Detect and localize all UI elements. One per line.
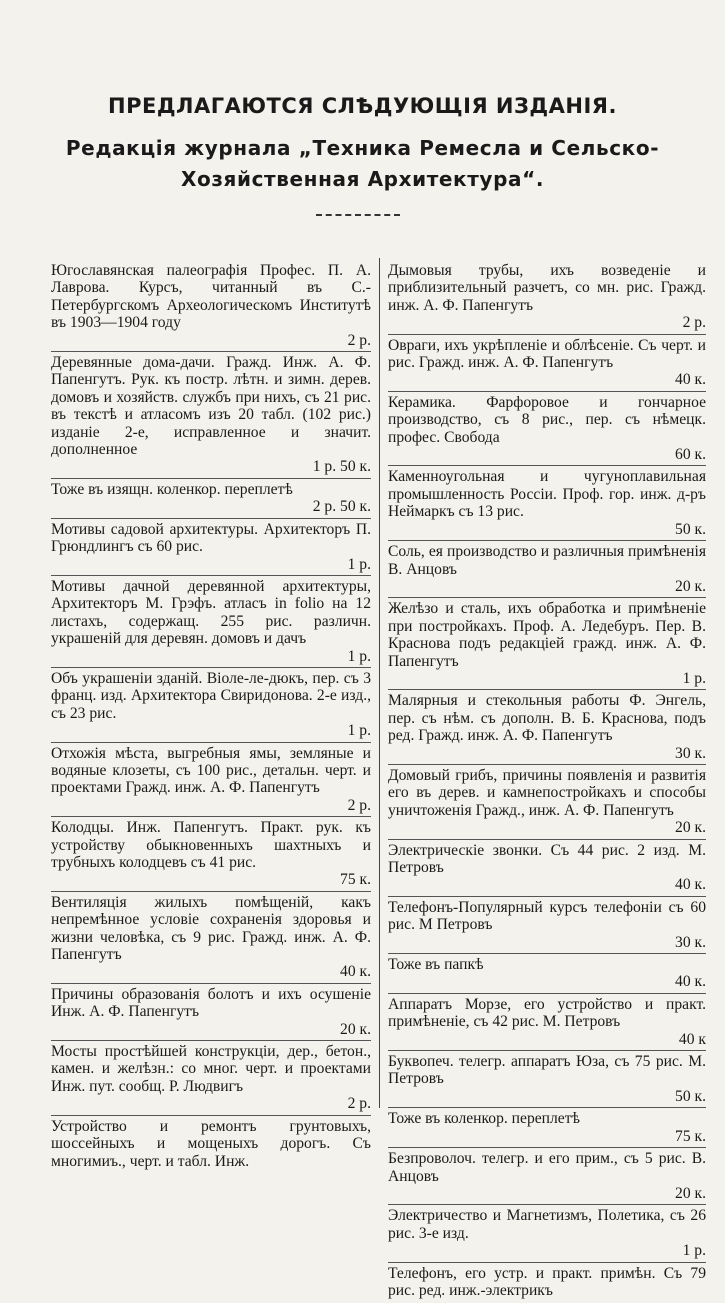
entry-price: 50 к. [675, 520, 706, 538]
catalog-entry [388, 262, 706, 335]
entry-text: Желѣзо и сталь, ихъ обработка и примѣненіе при постройкахъ. Проф. А. Ледебуръ. Пер. В. Краснова подъ редакціей гражд. инж. А. Ф. Папенгутъ [388, 600, 706, 670]
entry-price: 20 к. [340, 1020, 371, 1038]
subheading-line-2: Хозяйственная Архитектура“. [180, 167, 545, 191]
left-column [51, 262, 371, 1174]
entry-text: Безпроволоч. телегр. и его прим., съ 5 рис. В. Анцовъ [388, 1150, 706, 1185]
entry-price: 40 к. [675, 876, 706, 894]
entry-price: 20 к. [675, 819, 706, 837]
entry-text: Телефонъ-Популярный курсъ телефоніи съ 60 рис. М Петровъ [388, 898, 706, 934]
entry-price: 1 р. [347, 555, 371, 573]
catalog-entry [388, 996, 706, 1051]
catalog-entry [51, 670, 371, 743]
catalog-entry [51, 819, 371, 892]
catalog-entry [51, 354, 371, 479]
entry-price: 1 р. [347, 647, 371, 665]
catalog-entry [388, 394, 706, 467]
catalog-entry [388, 767, 706, 840]
catalog-entry [388, 1207, 706, 1262]
entry-text: Мосты простѣйшей конструкціи, дер., бетон., камен. и желѣзн.: со мног. черт. и проектами Инж. пут. сообщ. Р. Людвигъ [51, 1043, 371, 1095]
entry-text: Керамика. Фарфоровое и гончарное производство, съ 8 рис., пер. съ нѣмецк. профес. Свобода [388, 393, 706, 446]
entry-price: 50 к. [675, 1087, 706, 1105]
catalog-entry [388, 543, 706, 598]
entry-text: Овраги, ихъ укрѣпленіе и облѣсеніе. Съ черт. и рис. Гражд. инж. А. Ф. Папенгутъ [388, 336, 706, 372]
catalog-entry [388, 899, 706, 954]
entry-price: 2 р. 50 к. [312, 498, 371, 516]
entry-price: 75 к. [340, 871, 371, 889]
page-heading: ПРЕДЛАГАЮТСЯ СЛѢДУЮЩІЯ ИЗДАНІЯ. [108, 94, 617, 118]
entry-text: Каменноугольная и чугуноплавильная промышленность Россіи. Проф. гор. инж. д-ръ Неймаркъ съ 13 рис. [388, 468, 706, 521]
entry-price: 40 к [678, 1030, 706, 1048]
entry-text: Объ украшеніи зданій. Віоле-ле-дюкъ, пер. съ 3 франц. изд. Архитектора Свиридонова. 2-е изд., съ 23 рис. [51, 669, 371, 722]
entry-text: Вентиляція жилыхъ помѣщеній, какъ непремѣнное условіе сохраненія здоровья и жизни человѣка, съ 9 рис. Гражд. инж. А. Ф. Папенгутъ [51, 893, 371, 964]
entry-price: 1 р. [682, 669, 706, 687]
entry-text: Электрическіе звонки. Съ 44 рис. 2 изд. М. Петровъ [388, 841, 706, 876]
catalog-entry [388, 956, 706, 994]
entry-price: 40 к. [675, 973, 706, 991]
decorative-rule [316, 214, 400, 216]
entry-price: 2 р. [347, 796, 371, 814]
entry-text: Причины образованія болотъ и ихъ осушеніе Инж. А. Ф. Папенгутъ [51, 985, 371, 1021]
catalog-entry [51, 894, 371, 984]
entry-price: 20 к. [675, 1184, 706, 1202]
entry-text: Дымовыя трубы, ихъ возведеніе и приблизительный разчетъ, со мн. рис. Гражд. инж. А. Ф. Папенгутъ [388, 262, 706, 314]
entry-text: Мотивы садовой архитектуры. Архитекторъ П. Грюндлингъ съ 60 рис. [51, 520, 371, 556]
catalog-entry [51, 1118, 371, 1172]
right-column [388, 262, 706, 1303]
entry-text: Тоже въ папкѣ [388, 956, 484, 974]
catalog-entry [388, 600, 706, 690]
catalog-entry [51, 1043, 371, 1116]
entry-text: Домовый грибъ, причины появленія и развитія его въ дерев. и камнепостройкахъ и способы уничтоженія Гражд., инж. А. Ф. Папенгутъ [388, 766, 706, 819]
entry-price: 40 к. [340, 963, 371, 981]
catalog-entry [51, 745, 371, 818]
entry-price: 1 р. 50 к. [312, 458, 371, 476]
catalog-entry [51, 578, 371, 668]
entry-price: 30 к. [675, 933, 706, 951]
entry-text: Электричество и Магнетизмъ, Полетика, съ 26 рис. 3-е изд. [388, 1207, 706, 1242]
entry-price: 40 к. [675, 371, 706, 389]
entry-text: Югославянская палеографія Профес. П. А. Лаврова. Курсъ, читанный въ С.-Петербургскомъ Археологическомъ Институтѣ въ 1903—1904 году [51, 262, 371, 332]
entry-text: Буквопеч. телегр. аппаратъ Юза, съ 75 рис. М. Петровъ [388, 1053, 706, 1088]
entry-price: 20 к. [675, 577, 706, 595]
entry-price: 1 р. [682, 1242, 706, 1260]
entry-text: Отхожія мѣста, выгребныя ямы, земляные и водяные клозеты, съ 100 рис., детальн. черт. и проектами Гражд. инж. А. Ф. Папенгутъ [51, 744, 371, 797]
entry-price: 2 р. [682, 314, 706, 332]
entry-text: Деревянные дома-дачи. Гражд. Инж. А. Ф. Папенгутъ. Рук. къ постр. лѣтн. и зимн. дерев. домовъ и хозяйств. службъ при нихъ, съ 21 рис. въ текстѣ и атласомъ изъ 20 табл. (102 рис.) изданіе 2-е, исправленное и значит. дополненное [51, 354, 371, 459]
entry-text: Малярныя и стекольныя работы Ф. Энгель, пер. съ нѣм. съ дополн. В. Б. Краснова, подъ ред. Гражд. инж. А. Ф. Папенгутъ [388, 692, 706, 745]
entry-price: 75 к. [675, 1127, 706, 1145]
entry-text: Соль, ея производство и различныя примѣненія В. Анцовъ [388, 543, 706, 578]
entry-price: 2 р. [347, 331, 371, 349]
subheading-line-1: Редакція журнала „Техника Ремесла и Сельско- [65, 136, 660, 160]
entry-price: 2 р. [347, 1095, 371, 1113]
entry-text: Колодцы. Инж. Папенгутъ. Практ. рук. къ устройству обыкновенныхъ шахтныхъ и трубныхъ колодцевъ съ 41 рис. [51, 819, 371, 871]
entry-price: 30 к. [675, 744, 706, 762]
entry-text: Тоже въ изящн. коленкор. переплетѣ [51, 480, 293, 498]
entry-text: Аппаратъ Морзе, его устройство и практ. примѣненіе, съ 42 рис. М. Петровъ [388, 995, 706, 1031]
catalog-entry [51, 521, 371, 576]
catalog-entry [51, 481, 371, 519]
entry-text: Телефонъ, его устр. и практ. примѣн. Съ 79 рис. ред. инж.-электрикъ [388, 1264, 706, 1299]
column-divider [379, 258, 380, 1108]
catalog-entry [388, 1150, 706, 1205]
catalog-entry [388, 1265, 706, 1302]
entry-price: 60 к. [675, 446, 706, 464]
entry-text: Устройство и ремонтъ грунтовыхъ, шоссейныхъ и мощеныхъ дорогъ. Съ многимиъ., черт. и табл. Инж. [51, 1117, 371, 1170]
catalog-entry [51, 986, 371, 1041]
catalog-entry [388, 692, 706, 765]
catalog-entry [51, 262, 371, 352]
catalog-entry [388, 468, 706, 541]
catalog-entry [388, 1053, 706, 1108]
entry-price: 1 р. [347, 722, 371, 740]
entry-text: Мотивы дачной деревянной архитектуры, Архитекторъ М. Грэфъ. атласъ in folio на 12 листахъ, содержащ. 255 рис. различн. украшеній для деревян. домовъ и дачъ [51, 577, 371, 648]
catalog-entry [388, 337, 706, 392]
entry-text: Тоже въ коленкор. переплетѣ [388, 1110, 580, 1128]
catalog-entry [388, 1110, 706, 1148]
catalog-entry [388, 842, 706, 897]
